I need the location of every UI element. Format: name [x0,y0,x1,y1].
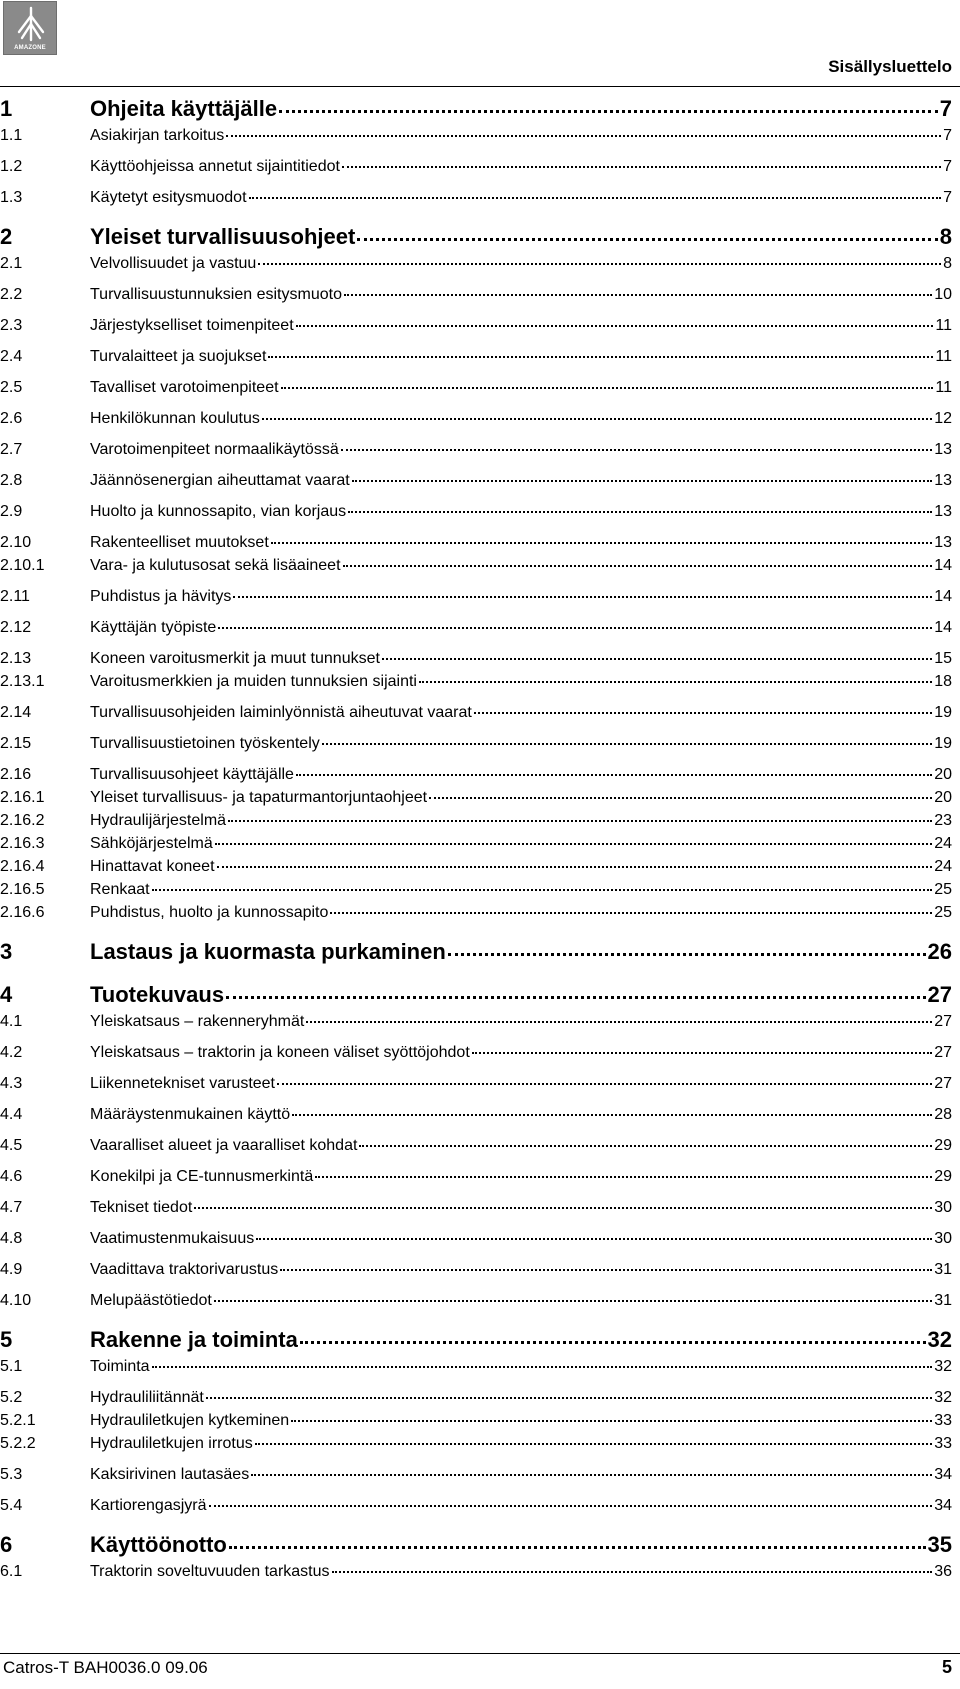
toc-entry[interactable] [0,317,952,335]
toc-entry[interactable] [0,158,952,176]
toc-entry-title: Varoitusmerkkien ja muiden tunnuksien sijainti [90,673,417,690]
toc-entry-number: 5.2.1 [0,1412,36,1429]
toc-entry-number: 6.1 [0,1563,23,1580]
toc-entry[interactable] [0,704,952,722]
toc-entry-title: Vara- ja kulutusosat sekä lisäaineet [90,557,341,574]
toc-entry[interactable] [0,1106,952,1124]
toc-entry-title: Turvallisuustunnuksien esitysmuoto [90,286,342,303]
toc-dot-leader [296,325,934,327]
toc-entry-page: 33 [934,1412,952,1429]
toc-entry-number: 2.16.6 [0,904,45,921]
toc-entry-title: Kartiorengasjyrä [90,1497,207,1514]
toc-entry-title: Määräystenmukainen käyttö [90,1106,291,1123]
toc-entry-number: 2.13 [0,650,32,667]
toc-entry-number: 5.3 [0,1466,23,1483]
toc-dot-leader [341,449,932,451]
toc-entry-page: 31 [934,1261,952,1278]
toc-entry[interactable] [0,472,952,490]
toc-entry-page: 23 [934,812,952,829]
toc-entry-page: 30 [934,1199,952,1216]
toc-dot-leader [233,596,932,598]
toc-entry-page: 10 [934,286,952,303]
toc-entry-page: 31 [934,1292,952,1309]
toc-entry[interactable] [0,1230,952,1248]
toc-entry-page: 13 [934,534,952,551]
toc-entry-number: 2.13.1 [0,673,45,690]
toc-dot-leader [217,866,933,868]
toc-dot-leader [277,1083,932,1085]
toc-entry-number: 2.8 [0,472,23,489]
toc-dot-leader [348,511,932,513]
toc-entry[interactable] [0,766,952,784]
toc-entry-number: 4.9 [0,1261,23,1278]
logo-emblem-icon [4,2,58,46]
logo-wordmark: AMAZONE [14,45,46,51]
toc-entry-page: 20 [934,789,952,806]
toc-dot-leader [255,1443,932,1445]
toc-entry-number: 2.4 [0,348,23,365]
toc-entry[interactable] [0,1292,952,1310]
toc-entry-number: 5.2 [0,1389,23,1406]
toc-entry-title: Turvallisuusohjeet käyttäjälle [90,766,294,783]
toc-entry[interactable] [0,673,952,691]
toc-dot-leader [262,418,932,420]
toc-entry-page: 19 [934,735,952,752]
toc-entry-number: 1 [0,96,13,121]
toc-entry-page: 12 [934,410,952,427]
toc-dot-leader [229,1546,926,1549]
toc-dot-leader [194,1207,932,1209]
toc-dot-leader [315,1176,932,1178]
toc-dot-leader [448,953,926,956]
toc-entry-page: 25 [934,904,952,921]
toc-entry[interactable] [0,904,952,922]
toc-entry-title: Turvallisuustietoinen työskentely [90,735,320,752]
toc-entry-title: Vaatimustenmukaisuus [90,1230,255,1247]
toc-entry[interactable] [0,1563,952,1581]
toc-entry-page: 11 [935,317,952,334]
toc-entry[interactable] [0,812,952,830]
toc-entry-page: 27 [934,1013,952,1030]
toc-dot-leader [322,743,932,745]
toc-entry-page: 32 [934,1389,952,1406]
toc-entry-number: 2.16 [0,766,32,783]
toc-entry-number: 1.2 [0,158,23,175]
toc-entry-title: Puhdistus ja hävitys [90,588,232,605]
toc-entry[interactable] [0,835,952,853]
toc-entry-number: 2.16.2 [0,812,45,829]
toc-entry[interactable] [0,1435,952,1453]
toc-entry-number: 2.3 [0,317,23,334]
toc-dot-leader [280,1269,932,1271]
toc-entry-title: Käyttäjän työpiste [90,619,217,636]
toc-entry-title: Rakenne ja toiminta [90,1327,298,1352]
toc-entry-page: 27 [927,982,952,1007]
toc-entry-number: 1.1 [0,127,23,144]
toc-entry[interactable] [0,379,952,397]
toc-entry[interactable] [0,1389,952,1407]
toc-dot-leader [268,356,933,358]
toc-entry-page: 36 [934,1563,952,1580]
toc-dot-leader [206,1397,932,1399]
toc-entry-page: 7 [943,158,952,175]
toc-entry-page: 33 [934,1435,952,1452]
toc-entry-title: Liikennetekniset varusteet [90,1075,275,1092]
toc-entry[interactable] [0,255,952,273]
toc-entry-title: Järjestykselliset toimenpiteet [90,317,294,334]
toc-entry-number: 2.16.4 [0,858,45,875]
toc-entry-page: 13 [934,472,952,489]
toc-entry[interactable] [0,650,952,668]
toc-dot-leader [343,565,933,567]
toc-entry-title: Yleiskatsaus – rakenneryhmät [90,1013,305,1030]
toc-entry-page: 25 [934,881,952,898]
amazone-logo [3,1,57,55]
toc-entry-number: 5.2.2 [0,1435,36,1452]
toc-dot-leader [357,238,937,241]
toc-entry-number: 4.7 [0,1199,23,1216]
toc-dot-leader [382,658,932,660]
toc-dot-leader [152,1366,933,1368]
toc-entry-page: 13 [934,503,952,520]
toc-dot-leader [228,820,932,822]
toc-entry-title: Vaaralliset alueet ja vaaralliset kohdat [90,1137,358,1154]
toc-entry-page: 13 [934,441,952,458]
toc-entry-title: Hydrauliletkujen irrotus [90,1435,253,1452]
toc-entry-title: Rakenteelliset muutokset [90,534,269,551]
toc-entry[interactable] [0,189,952,207]
toc-entry-number: 4.1 [0,1013,23,1030]
toc-entry-title: Hydrauliletkujen kytkeminen [90,1412,290,1429]
toc-dot-leader [472,1052,932,1054]
toc-entry-page: 26 [927,939,952,964]
toc-entry[interactable] [0,1412,952,1430]
toc-entry[interactable] [0,588,952,606]
toc-entry[interactable] [0,982,952,1008]
toc-dot-leader [300,1341,926,1344]
toc-dot-leader [474,712,932,714]
toc-entry-page: 11 [935,348,952,365]
toc-entry-title: Turvallisuusohjeiden laiminlyönnistä aiheutuvat vaarat [90,704,472,721]
toc-entry-number: 4.3 [0,1075,23,1092]
toc-entry-page: 24 [934,858,952,875]
toc-dot-leader [226,135,941,137]
toc-entry[interactable] [0,1327,952,1353]
toc-entry-title: Yleiset turvallisuusohjeet [90,224,356,249]
toc-dot-leader [342,166,941,168]
toc-entry-page: 29 [934,1137,952,1154]
toc-entry-title: Velvollisuudet ja vastuu [90,255,257,272]
toc-entry-page: 32 [927,1327,952,1352]
toc-entry-title: Vaadittava traktorivarustus [90,1261,279,1278]
toc-entry[interactable] [0,619,952,637]
toc-entry-title: Käyttöönotto [90,1532,227,1557]
toc-entry-title: Yleiset turvallisuus- ja tapaturmantorjuntaohjeet [90,789,428,806]
toc-entry-number: 2.10 [0,534,32,551]
toc-entry-number: 2.11 [0,588,30,605]
toc-entry[interactable] [0,1532,952,1558]
toc-entry-page: 7 [943,127,952,144]
toc-entry-page: 8 [939,224,952,249]
toc-entry[interactable] [0,1137,952,1155]
toc-entry-number: 5.1 [0,1358,23,1375]
toc-entry-number: 5 [0,1327,13,1352]
toc-dot-leader [291,1420,932,1422]
toc-entry-number: 4.4 [0,1106,23,1123]
toc-entry-page: 8 [943,255,952,272]
toc-entry-title: Lastaus ja kuormasta purkaminen [90,939,446,964]
toc-entry-number: 2.16.1 [0,789,45,806]
toc-entry-title: Jäännösenergian aiheuttamat vaarat [90,472,350,489]
toc-entry-number: 2.1 [0,255,23,272]
toc-entry-title: Sähköjärjestelmä [90,835,213,852]
toc-entry-number: 5.4 [0,1497,23,1514]
toc-entry-page: 20 [934,766,952,783]
toc-entry-page: 14 [934,557,952,574]
toc-entry-page: 35 [927,1532,952,1557]
toc-entry-title: Asiakirjan tarkoitus [90,127,225,144]
toc-dot-leader [419,681,932,683]
toc-entry[interactable] [0,1075,952,1093]
toc-entry[interactable] [0,224,952,250]
toc-entry[interactable] [0,858,952,876]
toc-dot-leader [352,480,932,482]
toc-dot-leader [271,542,932,544]
toc-dot-leader [429,797,932,799]
toc-entry-number: 1.3 [0,189,23,206]
header-divider [0,86,960,87]
toc-entry-number: 2.5 [0,379,23,396]
toc-entry-number: 2.16.5 [0,881,45,898]
toc-entry-page: 19 [934,704,952,721]
toc-entry-page: 14 [934,619,952,636]
toc-entry[interactable] [0,503,952,521]
toc-dot-leader [258,263,941,265]
toc-entry[interactable] [0,1497,952,1515]
toc-entry-title: Tavalliset varotoimenpiteet [90,379,279,396]
toc-entry-title: Melupäästötiedot [90,1292,212,1309]
toc-dot-leader [251,1474,932,1476]
toc-entry-page: 32 [934,1358,952,1375]
toc-dot-leader [256,1238,932,1240]
toc-entry-number: 4 [0,982,13,1007]
toc-entry[interactable] [0,127,952,145]
toc-entry-page: 11 [935,379,952,396]
toc-entry[interactable] [0,1168,952,1186]
page-number: 5 [941,1657,952,1677]
toc-entry-number: 4.6 [0,1168,23,1185]
toc-entry-page: 14 [934,588,952,605]
toc-dot-leader [332,1571,933,1573]
toc-entry[interactable] [0,286,952,304]
toc-dot-leader [218,627,932,629]
toc-dot-leader [279,110,938,113]
toc-entry[interactable] [0,1044,952,1062]
toc-entry-page: 28 [934,1106,952,1123]
toc-entry-page: 7 [939,96,952,121]
toc-entry-page: 34 [934,1497,952,1514]
toc-entry-page: 7 [943,189,952,206]
toc-entry-number: 2.9 [0,503,23,520]
toc-dot-leader [226,996,925,999]
toc-dot-leader [215,843,932,845]
toc-dot-leader [359,1145,932,1147]
toc-entry-number: 2.10.1 [0,557,45,574]
toc-entry-page: 18 [934,673,952,690]
toc-entry-page: 27 [934,1044,952,1061]
toc-entry-title: Traktorin soveltuvuuden tarkastus [90,1563,330,1580]
toc-entry-page: 15 [934,650,952,667]
toc-entry-page: 27 [934,1075,952,1092]
toc-entry-number: 6 [0,1532,13,1557]
toc-dot-leader [249,197,942,199]
toc-entry-number: 4.2 [0,1044,23,1061]
toc-entry-title: Tuotekuvaus [90,982,225,1007]
toc-entry-title: Turvalaitteet ja suojukset [90,348,267,365]
toc-entry[interactable] [0,534,952,552]
toc-entry-title: Renkaat [90,881,150,898]
toc-entry-title: Konekilpi ja CE-tunnusmerkintä [90,1168,314,1185]
toc-entry-number: 2.14 [0,704,32,721]
toc-entry[interactable] [0,557,952,575]
toc-entry-title: Henkilökunnan koulutus [90,410,260,427]
toc-entry-number: 2.2 [0,286,23,303]
toc-entry-page: 30 [934,1230,952,1247]
toc-entry-title: Toiminta [90,1358,150,1375]
toc-entry-number: 2 [0,224,13,249]
toc-entry[interactable] [0,441,952,459]
toc-entry[interactable] [0,1358,952,1376]
toc-dot-leader [214,1300,932,1302]
toc-dot-leader [344,294,932,296]
toc-entry-number: 2.6 [0,410,23,427]
toc-entry-number: 2.16.3 [0,835,45,852]
toc-entry[interactable] [0,1466,952,1484]
toc-entry[interactable] [0,1013,952,1031]
toc-dot-leader [281,387,934,389]
toc-entry[interactable] [0,881,952,899]
toc-entry-number: 4.10 [0,1292,32,1309]
toc-entry-number: 4.5 [0,1137,23,1154]
toc-entry[interactable] [0,789,952,807]
toc-entry[interactable] [0,96,952,122]
toc-entry-title: Hydraulijärjestelmä [90,812,227,829]
toc-entry-title: Koneen varoitusmerkit ja muut tunnukset [90,650,380,667]
toc-entry-number: 2.7 [0,441,23,458]
toc-entry[interactable] [0,735,952,753]
toc-entry-title: Ohjeita käyttäjälle [90,96,278,121]
toc-entry[interactable] [0,1199,952,1217]
toc-dot-leader [296,774,932,776]
toc-entry[interactable] [0,1261,952,1279]
section-title: Sisällysluettelo [828,57,952,76]
toc-entry-title: Käyttöohjeissa annetut sijaintitiedot [90,158,340,175]
toc-entry-number: 3 [0,939,13,964]
toc-entry-title: Hydrauliliitännät [90,1389,204,1406]
toc-entry-page: 29 [934,1168,952,1185]
toc-dot-leader [330,912,932,914]
table-of-contents [0,96,952,1581]
toc-dot-leader [292,1114,932,1116]
toc-entry[interactable] [0,410,952,428]
toc-entry-title: Kaksirivinen lautasäes [90,1466,250,1483]
toc-entry[interactable] [0,348,952,366]
document-id: Catros-T BAH0036.0 09.06 [3,1658,208,1677]
toc-dot-leader [306,1021,932,1023]
toc-entry[interactable] [0,939,952,965]
toc-entry-number: 2.12 [0,619,32,636]
toc-entry-title: Puhdistus, huolto ja kunnossapito [90,904,329,921]
toc-entry-title: Huolto ja kunnossapito, vian korjaus [90,503,347,520]
toc-entry-title: Tekniset tiedot [90,1199,193,1216]
toc-entry-title: Käytetyt esitysmuodot [90,189,247,206]
page-footer [3,1657,952,1678]
toc-dot-leader [209,1505,933,1507]
toc-entry-page: 34 [934,1466,952,1483]
toc-entry-page: 24 [934,835,952,852]
footer-divider [0,1653,960,1654]
toc-dot-leader [152,889,933,891]
toc-entry-number: 2.15 [0,735,32,752]
toc-entry-title: Varotoimenpiteet normaalikäytössä [90,441,339,458]
toc-entry-number: 4.8 [0,1230,23,1247]
toc-entry-title: Hinattavat koneet [90,858,215,875]
toc-entry-title: Yleiskatsaus – traktorin ja koneen väliset syöttöjohdot [90,1044,470,1061]
